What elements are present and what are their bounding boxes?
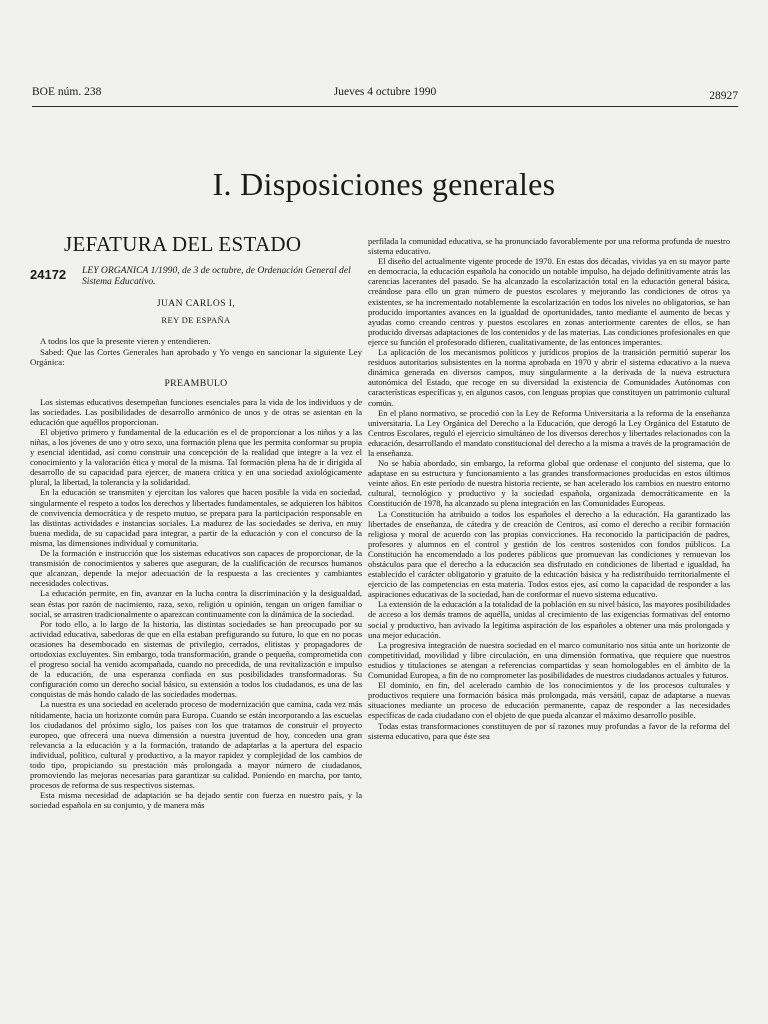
- paragraph: En el plano normativo, se procedió con la Ley de Reforma Universitaria a la reforma de la enseñanza universitaria. La Ley Orgánica del Derecho a la Educación, que derogó la Ley Orgánica del Estatuto de Centros Escolares, reguló el ejercicio simultáneo de los diversos derechos y libertades relacionados con la educación, desarrollando el mandato constitucional del derecho a la misma a través de la programación de la enseñanza.: [368, 407, 730, 458]
- law-number: 24172: [30, 267, 67, 282]
- gazette-number: BOE núm. 238: [32, 86, 102, 98]
- paragraph: La extensión de la educación a la totalidad de la población en su nivel básico, las mayores posibilidades de acceso a los demás tramos de aquélla, unidas al crecimiento de las exigencias formativas del entorno social y productivo, han avivado la legítima aspiración de los españoles a obtener una más prolongada y una mejor educación.: [368, 599, 730, 640]
- header-rule: [32, 106, 738, 107]
- paragraph: De la formación e instrucción que los sistemas educativos son capaces de proporcionar, de la transmisión de conocimientos y saberes que aseguran, de la cualificación de recursos humanos que alcanzan, depende la mejor adecuación de la respuesta a las crecientes y cambiantes necesidades colectivas.: [30, 548, 362, 589]
- salutation: [30, 336, 362, 367]
- paragraph: Esta misma necesidad de adaptación se ha dejado sentir con fuerza en nuestro país, y la sociedad española en su conjunto, y de manera más: [30, 790, 362, 811]
- paragraph: No se había abordado, sin embargo, la reforma global que ordenase el conjunto del sistema, que lo adaptase en su estructura y funcionamiento a las grandes transformaciones producidas en estos últimos veinte años. En este período de nuestra historia reciente, se han acelerado los cambios en nuestro entorno cultural, tecnológico y productivo y la sociedad española, organizada democráticamente en la Constitución de 1978, ha alcanzado su plena integración en las Comunidades Europeas.: [368, 458, 730, 509]
- law-title: LEY ORGANICA 1/1990, de 3 de octubre, de Ordenación General del Sistema Educativo.: [82, 265, 351, 288]
- paragraph: Por todo ello, a lo largo de la historia, las distintas sociedades se han preocupado por su actividad educativa, sabedoras de que en ella estaban prefigurando su futuro, lo que en no pocas ocasiones ha desembocado en sistemas de privilegio, cerrados, elitistas y propagadores de ortodoxias excluyentes. Sin embargo, toda transformación, grande o pequeña, comprometida con el progreso social ha venido acompañada, cuando no precedida, de una revitalización e impulso de la educación, de una esperanza confiada en sus posibilidades transformadoras. Su configuración como un derecho social básico, su extensión a todos los ciudadanos, es una de las conquistas de más hondo calado de las sociedades modernas.: [30, 618, 362, 700]
- preamble-title: PREAMBULO: [164, 377, 228, 389]
- right-column: [368, 236, 730, 741]
- salutation-line: Sabed: Que las Cortes Generales han aprobado y Yo vengo en sancionar la siguiente Ley Orgánica:: [30, 346, 362, 368]
- paragraph-continued: perfilada la comunidad educativa, se ha pronunciado favorablemente por una reforma profunda de nuestro sistema educativo.: [368, 236, 730, 257]
- page-header: [32, 86, 738, 104]
- paragraph: El objetivo primero y fundamental de la educación es el de proporcionar a los niños y a las niñas, a los jóvenes de uno y otro sexo, una formación plena que les permita conformar su propia y esencial identidad, así como construir una concepción de la realidad que integre a la vez el conocimiento y la valoración ética y moral de la misma. Tal formación plena ha de ir dirigida al desarrollo de su capacidad para ejercer, de manera crítica y en una sociedad axiológicamente plural, la libertad, la tolerancia y la solidaridad.: [30, 426, 362, 488]
- publication-date: Jueves 4 octubre 1990: [333, 86, 437, 98]
- page-number: 28927: [709, 90, 738, 102]
- section-title: I. Disposiciones generales: [212, 166, 556, 202]
- king-name: JUAN CARLOS I,: [156, 298, 236, 310]
- left-column: [30, 232, 362, 810]
- paragraph: Todas estas transformaciones constituyen de por sí razones muy profundas a favor de la reforma del sistema educativo, para que éste sea: [368, 720, 730, 741]
- paragraph: El diseño del actualmente vigente procede de 1970. En estas dos décadas, vividas ya en su mayor parte en democracia, la educación española ha conocido un notable impulso, ha dejado definitivamente atrás las carencias lacerantes del pasado. Se ha alcanzado la escolarización total en la educación general básica, creándose para ello un gran número de puestos escolares y mejorando las condiciones de otros ya existentes, se ha incrementado notablemente la escolarización en todos los niveles no obligatorios, se han producido importantes avances en la igualdad de oportunidades, tanto mediante el aumento de becas y ayudas como creando centros y puestos escolares en zonas anteriormente carentes de ellos, se han producido diversas adaptaciones de los contenidos y de las materias. Las condiciones profesionales en que ejerce su función el profesorado difieren, cualitativamente, de las entonces imperantes.: [368, 256, 730, 347]
- paragraph: En la educación se transmiten y ejercitan los valores que hacen posible la vida en sociedad, singularmente el respeto a todos los derechos y libertades fundamentales, se adquieren los hábitos de convivencia democrática y de respeto mutuo, se prepara para la participación responsable en las distintas actividades e instancias sociales. La madurez de las sociedades se deriva, en muy buena medida, de su capacidad para integrar, a partir de la educación y con el concurso de la misma, las dimensiones individual y comunitaria.: [30, 487, 362, 548]
- salutation-line: A todos los que la presente vieren y entendieren.: [40, 336, 211, 347]
- paragraph: El dominio, en fin, del acelerado cambio de los conocimientos y de los procesos culturales y productivos requiere una formación básica más prolongada, más versátil, capaz de adaptarse a nuevas situaciones mediante un proceso de educación permanente, capaz de responder a las necesidades específicas de cada ciudadano con el objeto de que pueda alcanzar el máximo desarrollo posible.: [368, 680, 730, 721]
- paragraph: La progresiva integración de nuestra sociedad en el marco comunitario nos sitúa ante un horizonte de competitividad, movilidad y libre circulación, en una dimensión formativa, que requiere que nuestros estudios y titulaciones se atengan a referencias compartidas y sean homologables en el ámbito de la Comunidad Europea, a fin de no comprometer las posibilidades de nuestros ciudadanos actuales y futuros.: [368, 639, 730, 681]
- paragraph: La Constitución ha atribuido a todos los españoles el derecho a la educación. Ha garantizado las libertades de enseñanza, de cátedra y de creación de Centros, así como el derecho a recibir formación religiosa y moral de acuerdo con las propias convicciones. Ha reconocido la participación de padres, profesores y alumnos en el control y gestión de los centros sostenidos con fondos públicos. La Constitución ha encomendado a los poderes públicos que promuevan las condiciones y remuevan los obstáculos para que el derecho a la educación sea disfrutado en condiciones de libertad e igualdad, ha establecido el carácter obligatorio y gratuito de la educación básica y ha redistribuido territorialmente el ejercicio de las competencias en esta materia. Todos estos ejes, así como la capacidad de responder a las aspiraciones educativas de la sociedad, han de conformar el nuevo sistema educativo.: [368, 508, 730, 600]
- left-body-text: [30, 397, 362, 811]
- king-title: REY DE ESPAÑA: [161, 315, 231, 326]
- paragraph: La nuestra es una sociedad en acelerado proceso de modernización que camina, cada vez más nítidamente, hacia un horizonte común para Europa. Cuando se están incorporando a las escuelas los ciudadanos del próximo siglo, los países con los que tratamos de construir el proyecto europeo, que ofrecerá una nueva dimensión a nuestra juventud de hoy, conceden una gran relevancia a la educación y a la formación, tratando de adaptarlas a la apertura del espacio individual, político, cultural y productivo, a la mayor rapidez y complejidad de los cambios de todo tipo, propiciando su prestación más prolongada a mayor número de ciudadanos, promoviendo las mejoras necesarias para garantizar su calidad. Poniendo en marcha, por tanto, procesos de reforma de sus respectivos sistemas.: [30, 699, 362, 791]
- paragraph: La educación permite, en fin, avanzar en la lucha contra la discriminación y la desigualdad, sean éstas por razón de nacimiento, raza, sexo, religión u opinión, tengan un origen familiar o social, se arrastren tradicionalmente o aparezcan continuamente con la dinámica de la sociedad.: [30, 588, 362, 619]
- issuing-entity: JEFATURA DEL ESTADO: [64, 232, 302, 256]
- paragraph: Los sistemas educativos desempeñan funciones esenciales para la vida de los individuos y de las sociedades. Las posibilidades de desarrollo armónico de unos y de otras se asientan en la educación que aquéllos proporcionan.: [30, 396, 362, 427]
- law-heading: [30, 265, 362, 287]
- paragraph: La aplicación de los mecanismos políticos y jurídicos propios de la transición permitió superar los residuos autoritarios subsistentes en la norma aprobada en 1970 y abrir el sistema educativo a la nueva dinámica generada en diversos campos, muy singularmente a la derivada de la nueva estructura autonómica del Estado, que recoge en su diversidad la existencia de Comunidades Autónomas con características específicas y, en algunos casos, con lenguas propias que constituyen un patrimonio cultural común.: [368, 347, 730, 408]
